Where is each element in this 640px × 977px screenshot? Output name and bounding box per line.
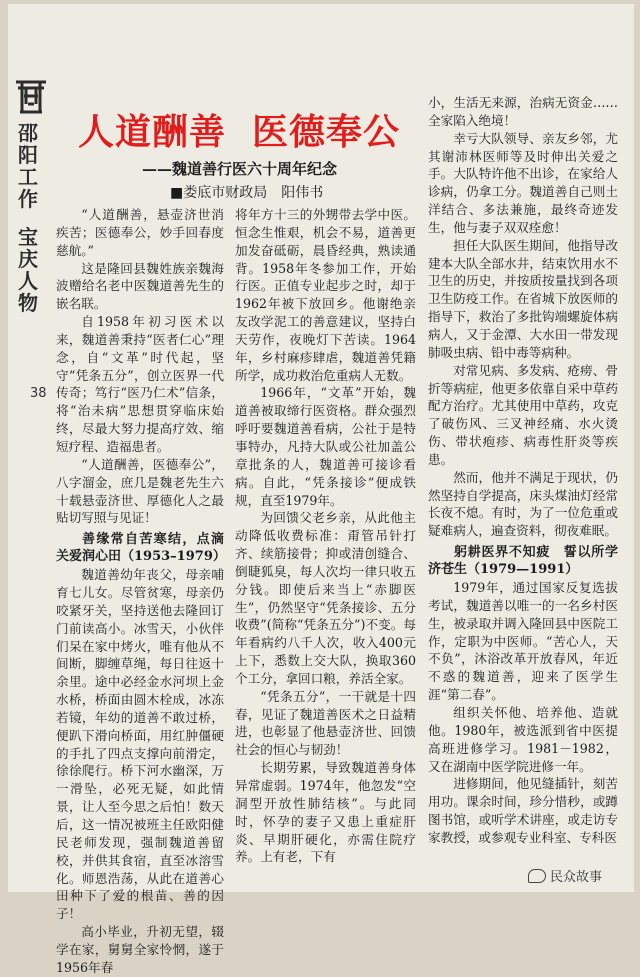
- title-left: 人道酬善: [78, 111, 227, 153]
- watermark-text: 民众故事: [550, 870, 603, 885]
- column-3: [428, 94, 618, 847]
- wechat-icon: [528, 869, 546, 883]
- byline-org: ■娄底市财政局: [170, 185, 268, 201]
- paragraph: “凭条五分”，一干就是十四春，见证了魏道善医术之日益精进，也彰显了他悬壶济世、回馈社会的恒心与韧劲！: [235, 688, 416, 758]
- page-number: 38: [30, 386, 47, 401]
- title-right: 医德奉公: [252, 111, 401, 153]
- paragraph: 对常见病、多发病、疮痨、骨折等病症，他更多依靠自采中草药配方治疗。尤其使用中草药，攻克了破伤风、三叉神经痛、水火烫伤、带状疱疹、病毒性肝炎等疾患。: [428, 362, 618, 467]
- paragraph: 这是隆回县魏姓族亲魏海波赠给名老中医魏道善先生的嵌名联。: [56, 260, 224, 312]
- paragraph: “人道酬善，悬壶济世消疾苦；医德奉公，妙手回春度慈航。”: [56, 207, 224, 258]
- paragraph: 长期劳累，导致魏道善身体异常虚弱。1974年，他忽发“空洞型开放性肺结核”。与此同时，怀孕的妻子又患上重症肝炎、早期肝硬化，亦需住院疗养。上有老，下有: [235, 760, 416, 865]
- section-name: 邵阳工作: [18, 121, 38, 211]
- paragraph: 将年方十三的外甥带去学中医。恒念生惟艰，机会不易，道善更加发奋砥砺，晨昏经典，熟读通背。1958年冬参加工作，开始行医。正值专业起步之时，却于1962年被下放回乡。他谢绝亲友改学泥工的善意建议，坚持白天劳作，夜晚灯下苦读。1964年，乡村麻疹肆虐，魏道善凭籍所学，成功救治危重病人无数。: [235, 207, 416, 383]
- column-1: [56, 206, 224, 977]
- column-2: [235, 206, 416, 866]
- watermark: [528, 866, 602, 885]
- pagoda-icon: [14, 74, 48, 114]
- section-heading: 善缘常自苦寒结，点滴关爱润心田（1953–1979）: [56, 532, 226, 565]
- paragraph: 魏道善幼年丧父，母亲哺育七儿女。尽管贫寒，母亲仍咬紧牙关，坚持送他去隆回订门前读高小。冰雪天，小伙伴们呆在家中烤火，唯有他从不间断，脚缠草绳，每日往返十余里。途中必经金水河坝上金水桥，桥面由圆木栓成，冰冻若镜，年幼的道善不敢过桥，便趴下滑向桥面，用红肿僵硬的手扎了四点支撑向前滑定，徐徐爬行。桥下河水幽深，万一滑坠，必死无疑，如此情景，让人至今思之后怕！数天后，这一情况被班主任欧阳健民老师发现，强制魏道善留校，并供其食宿，直至冰溶雪化。师恩浩荡，从此在道善心田种下了爱的根苗、善的因子！: [56, 567, 224, 922]
- paragraph: 然而，他并不满足于现状，仍然坚持自学提高，床头煤油灯经常长夜不熄。有时，为了一位危重或疑难病人，遍查资料，彻夜难眠。: [428, 469, 618, 539]
- sidebar: [8, 4, 46, 892]
- byline: [170, 182, 323, 202]
- paragraph: 为回馈父老乡亲，从此他主动降低收费标准：甭管吊针打齐、续筋接骨；抑或清创缝合、倒睫狐臭，每人次均一律只收五分钱。即使后来当上“赤脚医生”，仍然坚守“凭条接诊、五分收费”(简称“凭条五分”)不变。每年看病约八千人次，收入400元上下，悉数上交大队，换取360个工分，拿回口粮，养活全家。: [235, 510, 416, 686]
- paragraph: 自1958年初习医术以来，魏道善秉持“医者仁心”理念，自“文革”时代起，坚守“凭条五分”，创立医界一代传奇；笃行“医乃仁术”信条，将“治未病”思想贯穿临床始终，尽最大努力提高疗效、缩短疗程、造福患者。: [56, 314, 224, 454]
- section-heading: 躬耕医界不知疲 誓以所学济苍生（1979—1991）: [428, 545, 618, 578]
- article-title: [78, 104, 418, 155]
- byline-author: 阳伟书: [281, 185, 324, 201]
- paragraph: 进修期间，他见缝插针，刻苦用功。课余时间，珍分惜秒，或蹲图书馆，或听学术讲座，或走访专家教授，或参观专业科室、专科医: [428, 776, 618, 845]
- paragraph: 幸亏大队领导、亲友乡邻，尤其谢沛林医师等及时伸出关爱之手。大队特许他不出诊，在家给人诊病，仍拿工分。魏道善自己则土洋结合、多法兼施，最终奇迹发生，他与妻子双双痊愈！: [428, 130, 618, 235]
- paragraph: 1966年，“文革”开始，魏道善被取缔行医资格。群众强烈呼吁要魏道善看病，公社于是特事特办，凡持大队或公社加盖公章批条的人，魏道善可接诊看病。自此，“凭条接诊”便成铁规，直至1979年。: [235, 385, 416, 508]
- paragraph: 1979年，通过国家反复选拔考试，魏道善以唯一的一名乡村医生，被录取并调入隆回县中医院工作，定职为中医师。“苦心人，天不负”，沐浴改革开放春风，年近不惑的魏道善，迎来了医学生涯“第二春”。: [428, 580, 618, 703]
- paragraph: 担任大队医生期间，他指导改建本大队全部水井，结束饮用水不卫生的历史，并按质按量找到各项卫生防疫工作。在省城下放医师的指导下，救治了多批钩端螺旋体病病人，又于金潭、大水田一带发现肺吸虫病、铅中毒等病种。: [428, 237, 618, 360]
- paragraph: 小，生活无来源，治病无资金……全家陷入绝境！: [428, 95, 618, 128]
- column-name: 宝庆人物: [18, 225, 38, 315]
- paragraph: “人道酬善，医德奉公”，八字溜金，庶几是魏老先生六十载悬壶济世、厚德化人之最贴切写照与见证！: [56, 456, 224, 526]
- paragraph: 组织关怀他、培养他、造就他。1980年，被选派到省中医提高班进修学习。1981－1982，又在湖南中医学院进修一年。: [428, 705, 618, 774]
- article-subtitle: ——魏道善行医六十周年纪念: [142, 160, 338, 178]
- paragraph: 高小毕业，升初无望，辍学在家，舅舅全家怜惘，遂于1956年春: [56, 924, 224, 975]
